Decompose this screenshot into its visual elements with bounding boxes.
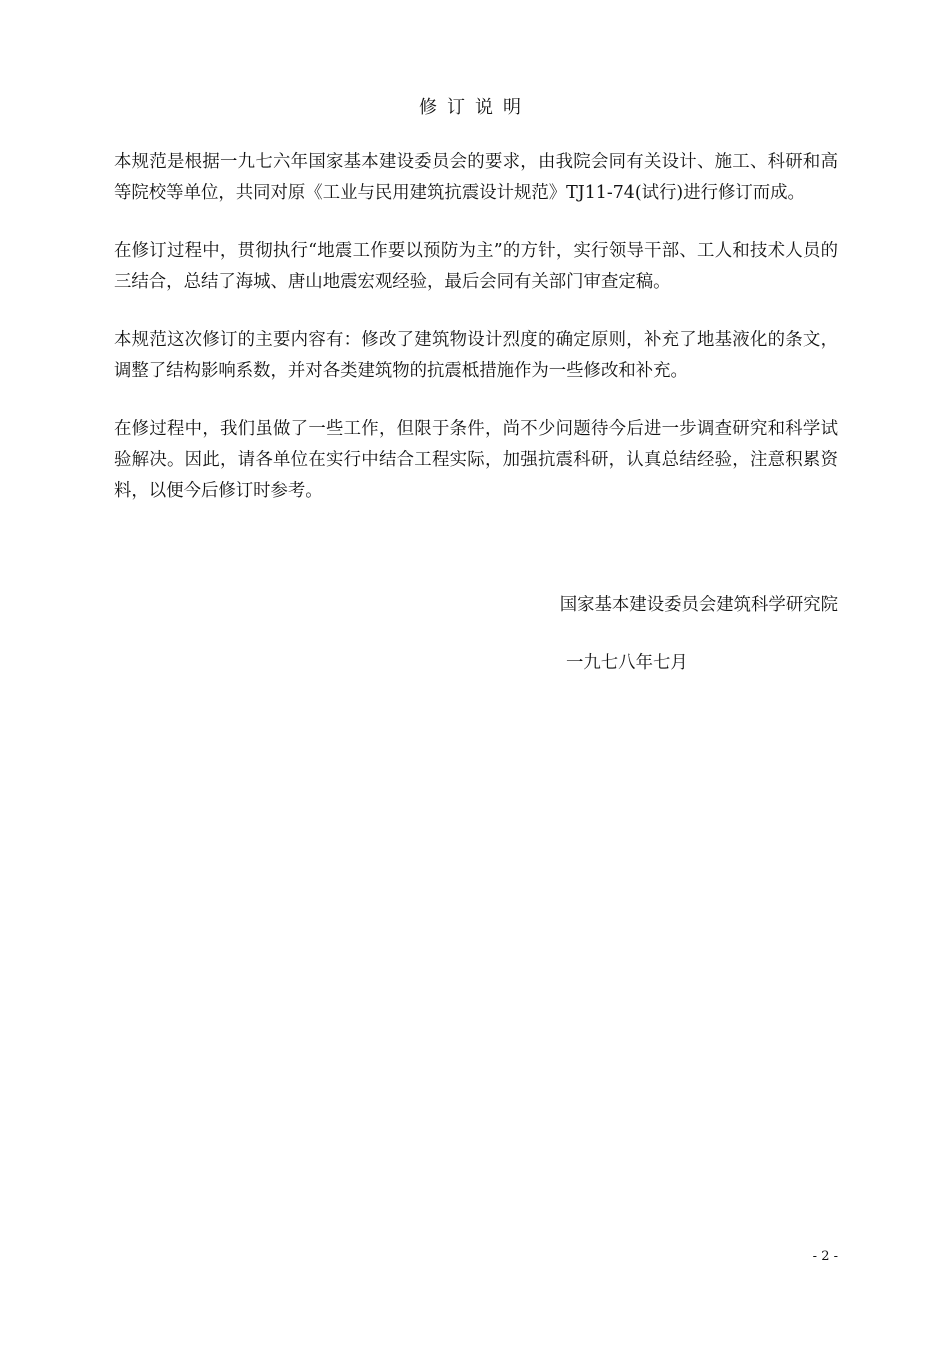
document-body: [114, 147, 838, 534]
signature-organization: 国家基本建设委员会建筑科学研究院: [559, 595, 838, 615]
page-title: 修订说明: [419, 97, 531, 118]
paragraph-3: 本规范这次修订的主要内容有：修改了建筑物设计烈度的确定原则，补充了地基液化的条文，调整了结构影响系数，并对各类建筑物的抗震柢措施作为一些修改和补充。: [114, 330, 838, 381]
paragraph-1: 本规范是根据一九七六年国家基本建设委员会的要求，由我院会同有关设计、施工、科研和高等院校等单位，共同对原《工业与民用建筑抗震设计规范》TJ11-74(试行)进行修订而成。: [114, 152, 838, 203]
page-number: - 2 -: [812, 1249, 838, 1264]
signature-date: 一九七八年七月: [566, 653, 688, 673]
paragraph-2: 在修订过程中，贯彻执行“地震工作要以预防为主”的方针，实行领导干部、工人和技术人员的三结合，总结了海城、唐山地震宏观经验，最后会同有关部门审查定稿。: [114, 241, 838, 292]
paragraph-4: 在修过程中，我们虽做了一些工作，但限于条件，尚不少问题待今后进一步调查研究和科学试验解决。因此，请各单位在实行中结合工程实际，加强抗震科研，认真总结经验，注意积累资料，以便今后修订时参考。: [114, 419, 838, 501]
